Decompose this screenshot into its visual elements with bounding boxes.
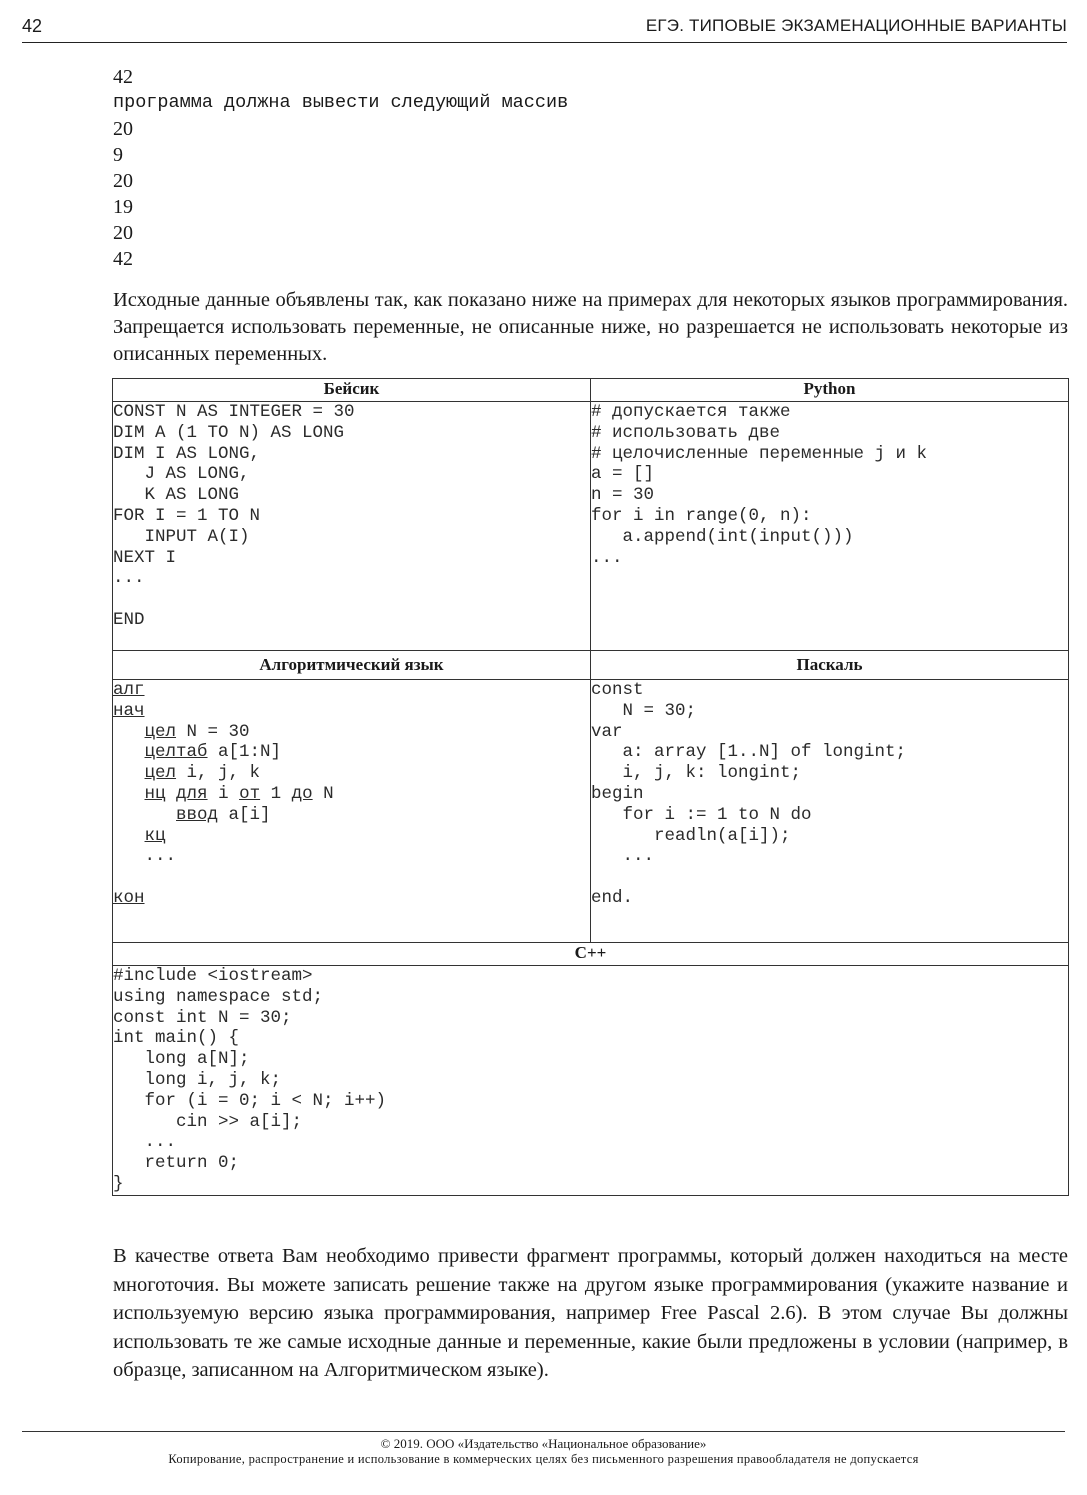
header-python: Python — [591, 379, 1069, 402]
code-text: 1 — [260, 783, 292, 804]
code-line: #include <iostream> — [113, 966, 313, 986]
code-line: const — [591, 680, 644, 700]
code-line: FOR I = 1 TO N — [113, 505, 261, 526]
keyword: ввод — [176, 804, 219, 825]
page-number: 42 — [22, 16, 43, 36]
keyword: цел — [144, 721, 177, 742]
code-line: ... — [113, 568, 145, 589]
code-line: a: array [1..N] of longint; — [591, 742, 907, 763]
code-line: cin >> a[i]; — [113, 1111, 303, 1132]
keyword: алг — [113, 680, 145, 700]
basic-code — [113, 402, 591, 651]
output-value: 19 — [113, 196, 133, 218]
code-line: DIM I AS LONG, — [113, 443, 261, 464]
keyword: от — [239, 783, 261, 804]
code-line: ... — [113, 1132, 177, 1153]
keyword: цел — [144, 763, 177, 784]
code-line: for i := 1 to N do — [591, 804, 812, 825]
code-line: var — [591, 721, 623, 742]
code-line: long a[N]; — [113, 1049, 250, 1070]
code-line: # целочисленные переменные j и k — [591, 443, 928, 464]
output-value: 42 — [113, 248, 133, 270]
code-text: a[1:N] — [207, 742, 282, 763]
code-text: N — [312, 783, 334, 804]
code-line: n = 30 — [591, 485, 655, 506]
keyword: нач — [113, 700, 145, 721]
code-line: return 0; — [113, 1153, 240, 1174]
keyword: до — [291, 783, 313, 804]
code-line: using namespace std; — [113, 986, 324, 1007]
code-table — [112, 378, 1069, 1196]
code-line: END — [113, 609, 145, 630]
code-line — [591, 867, 1068, 888]
code-line: # допускается также — [591, 402, 791, 422]
keyword: нц — [144, 783, 166, 804]
io-example-block — [113, 64, 568, 272]
header-pascal: Паскаль — [591, 651, 1069, 680]
page-footer — [22, 1431, 1065, 1467]
code-text: ... — [144, 846, 177, 867]
code-line: ... — [591, 846, 655, 867]
code-text: i, j, k — [176, 763, 261, 784]
code-line: i, j, k: longint; — [591, 763, 802, 784]
copyright: © 2019. ООО «Издательство «Национальное образование» — [380, 1436, 707, 1451]
code-line: DIM A (1 TO N) AS LONG — [113, 422, 345, 443]
paragraph-answer-instructions: В качестве ответа Вам необходимо привести фрагмент программы, который должен находиться на месте многоточия. Вы можете записать решение также на другом языке программирования (укажите название и используемую версию языка программирования, например Free Pascal 2.6). В этом случае Вы должны использовать те же самые исходные данные и переменные, какие были предложены в условии (например, в образце, записанном на Алгоритмическом языке). — [113, 1245, 1068, 1381]
code-line: CONST N AS INTEGER = 30 — [113, 402, 355, 422]
keyword: кц — [144, 825, 166, 846]
code-line: } — [113, 1173, 124, 1194]
input-value: 42 — [113, 66, 133, 88]
pascal-code — [591, 680, 1069, 943]
python-code — [591, 402, 1069, 651]
code-line: ... — [591, 547, 623, 568]
code-line: int main() { — [113, 1028, 240, 1049]
cpp-code — [113, 966, 1069, 1196]
algo-code — [113, 680, 591, 943]
code-line: NEXT I — [113, 547, 177, 568]
keyword: для — [176, 783, 208, 804]
keyword: кон — [113, 887, 145, 908]
code-line: const int N = 30; — [113, 1007, 292, 1028]
code-line: INPUT A(I) — [113, 526, 250, 547]
code-line: N = 30; — [591, 700, 697, 721]
code-line: a = [] — [591, 464, 655, 485]
output-intro: программа должна вывести следующий массив — [113, 92, 569, 113]
code-text: a[i] — [218, 804, 271, 825]
code-line — [113, 589, 590, 610]
code-line: for i in range(0, n): — [591, 505, 812, 526]
output-value: 20 — [113, 222, 133, 244]
keyword: целтаб — [144, 742, 208, 763]
code-line: K AS LONG — [113, 485, 240, 506]
running-title: ЕГЭ. ТИПОВЫЕ ЭКЗАМЕНАЦИОННЫЕ ВАРИАНТЫ — [645, 16, 1067, 35]
code-line: long i, j, k; — [113, 1069, 282, 1090]
header-algo: Алгоритмический язык — [113, 651, 591, 680]
paragraph-declarations: Исходные данные объявлены так, как показано ниже на примерах для некоторых языков программирования. Запрещается использовать переменные, не описанные ниже, но разрешается не использовать некоторые из описанных переменных. — [113, 289, 1068, 365]
code-line: J AS LONG, — [113, 464, 250, 485]
output-value: 20 — [113, 170, 133, 192]
output-value: 9 — [113, 144, 123, 166]
code-text: N = 30 — [176, 721, 250, 742]
code-line: # использовать две — [591, 422, 781, 443]
page-header — [22, 12, 1067, 43]
code-line: a.append(int(input())) — [591, 526, 854, 547]
code-line: readln(a[i]); — [591, 825, 791, 846]
code-line: begin — [591, 783, 644, 804]
code-text: i — [207, 783, 240, 804]
code-line: end. — [591, 887, 634, 908]
header-cpp: C++ — [113, 943, 1069, 966]
code-text — [166, 784, 177, 804]
code-line: for (i = 0; i < N; i++) — [113, 1090, 387, 1111]
copy-notice: Копирование, распространение и использование в коммерческих целях без письменного разрешения правообладателя не допускается — [168, 1452, 919, 1466]
header-basic: Бейсик — [113, 379, 591, 402]
output-value: 20 — [113, 118, 133, 140]
